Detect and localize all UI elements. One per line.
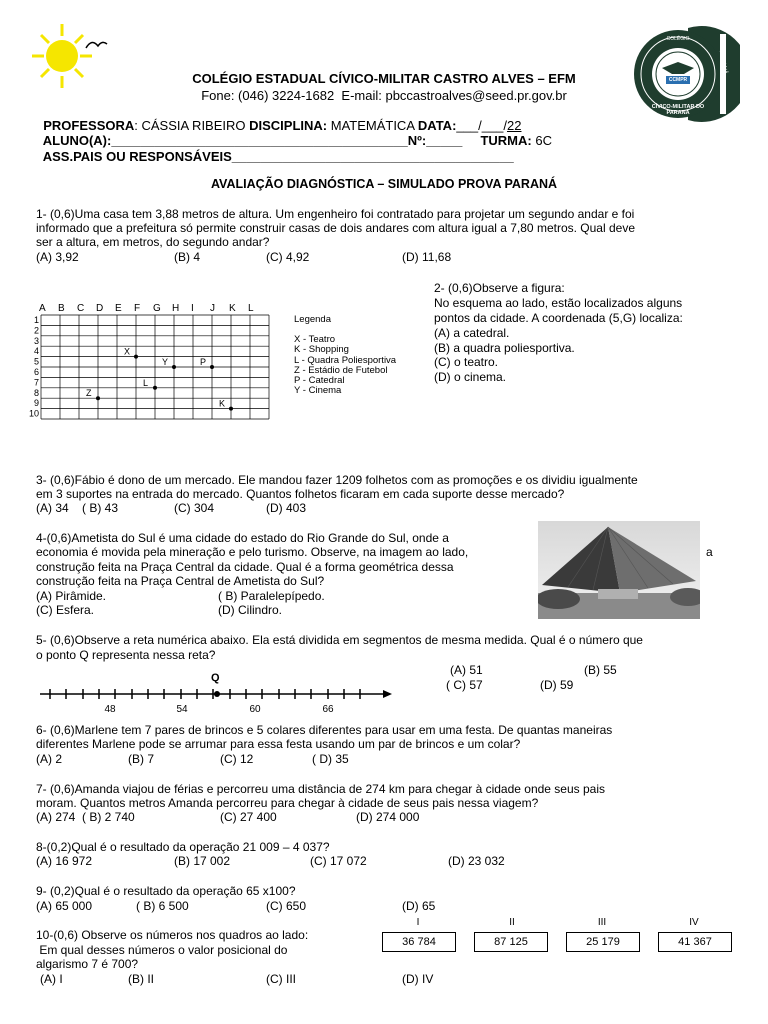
number-line xyxy=(40,670,400,720)
grid-legend xyxy=(294,315,396,396)
question-text: 10-(0,6) Observe os números nos quadros ao lado: xyxy=(36,928,309,942)
number-box-iii: 25 179 xyxy=(566,932,640,952)
option-a[interactable]: (A) 3,92 xyxy=(36,250,79,264)
grid-point-label: P xyxy=(200,357,207,367)
option-b[interactable]: (B) a quadra poliesportiva. xyxy=(434,341,575,355)
class-label: TURMA: xyxy=(480,133,532,148)
parents-signature-field[interactable]: _______________________________________ xyxy=(231,149,514,164)
question-text: 2- (0,6)Observe a figura: xyxy=(434,281,565,295)
option-c[interactable]: (C) 650 xyxy=(266,899,307,913)
point-q-label: Q xyxy=(211,672,220,684)
option-a[interactable]: (A) 51 xyxy=(450,663,483,677)
question-text: moram. Quantos metros Amanda percorreu para chegar à cidade de seus pais nessa viagem? xyxy=(36,796,539,810)
date-label: DATA: xyxy=(417,118,457,133)
option-c[interactable]: (C) 304 xyxy=(174,501,215,515)
school-contact: Fone: (046) 3224-1682 E-mail: pbccastroalves@seed.pr.gov.br xyxy=(201,88,567,103)
number-box-ii: 87 125 xyxy=(474,932,548,952)
option-c[interactable]: (C) III xyxy=(266,972,296,986)
option-d[interactable]: ( D) 35 xyxy=(312,752,349,766)
question-text: No esquema ao lado, estão localizados alguns xyxy=(434,296,683,310)
seal-badge-text: CCMPR xyxy=(668,77,688,83)
box-label-ii: II xyxy=(509,917,515,928)
option-b[interactable]: (B) II xyxy=(128,972,154,986)
box-label-iv: IV xyxy=(689,917,699,928)
question-text: construção feita na Praça Central da cidade. Qual é a forma geométrica dessa xyxy=(36,560,454,574)
number-label: Nº: xyxy=(407,133,427,148)
option-a[interactable]: (A) Pirâmide. xyxy=(36,589,107,603)
grid-column-label: G xyxy=(153,303,161,314)
question-text: algarismo 7 é 700? xyxy=(36,957,139,971)
grid-point xyxy=(134,355,138,359)
grid-row-label: 5 xyxy=(33,356,39,367)
option-a[interactable]: (A) 274 xyxy=(36,810,76,824)
tick-label: 48 xyxy=(104,704,116,715)
student-name-field[interactable]: _________________________________________ xyxy=(111,133,408,148)
question-text: ser a altura, em metros, do segundo andar? xyxy=(36,235,270,249)
legend-item: L - Quadra Poliesportiva xyxy=(294,354,397,366)
grid-row-label: 8 xyxy=(33,387,39,398)
grid-row-label: 2 xyxy=(33,325,39,336)
grid-point xyxy=(96,396,100,400)
box-label-iii: III xyxy=(597,917,607,928)
tick-label: 60 xyxy=(249,704,261,715)
option-b[interactable]: (B) 55 xyxy=(584,663,617,677)
grid-column-label: C xyxy=(77,303,85,314)
pyramid-photo xyxy=(538,521,700,619)
tick-label: 66 xyxy=(322,704,334,715)
option-a[interactable]: (A) 16 972 xyxy=(36,854,93,868)
exam-title: AVALIAÇÃO DIAGNÓSTICA – SIMULADO PROVA PARANÁ xyxy=(210,177,558,191)
question-text: economia é movida pela mineração e pelo turismo. Observe, na imagem ao lado, xyxy=(36,545,469,559)
option-d[interactable]: (D) 59 xyxy=(540,678,574,692)
question-text: em 3 suportes na entrada do mercado. Quantos folhetos ficaram em cada suporte desse mercado? xyxy=(36,487,565,501)
option-a[interactable]: (A) I xyxy=(40,972,63,986)
legend-item: Z - Estádio de Futebol xyxy=(294,364,388,376)
date-value[interactable]: ___/___/ xyxy=(456,118,508,133)
option-b[interactable]: (B) 17 002 xyxy=(174,854,231,868)
option-c[interactable]: (C) Esfera. xyxy=(36,603,95,617)
grid-row-label: 1 xyxy=(33,315,39,325)
tick-label: 54 xyxy=(176,704,188,715)
question-text: 8-(0,2)Qual é o resultado da operação 21 009 – 4 037? xyxy=(36,840,330,854)
grid-row-label: 6 xyxy=(33,367,39,377)
box-label-i: I xyxy=(416,917,420,928)
teacher-value: : CÁSSIA RIBEIRO xyxy=(134,118,250,133)
legend-item: X - Teatro xyxy=(294,334,336,346)
question-text: 1- (0,6)Uma casa tem 3,88 metros de altura. Um engenheiro foi contratado para projetar um segundo andar e foi xyxy=(36,207,635,221)
student-label: ALUNO(A): xyxy=(42,133,112,148)
subject-label: DISCIPLINA: xyxy=(249,118,328,133)
option-b[interactable]: ( B) 6 500 xyxy=(136,899,189,913)
number-field[interactable]: _____ xyxy=(426,133,463,148)
grid-column-label: D xyxy=(96,303,104,314)
legend-item: Y - Cinema xyxy=(294,385,342,397)
grid-row-label: 10 xyxy=(28,408,39,419)
question-text: 5- (0,6)Observe a reta numérica abaixo. Ela está dividida em segmentos de mesma medida. Qual é o número que xyxy=(36,633,643,647)
option-c[interactable]: (C) 27 400 xyxy=(220,810,277,824)
legend-item: P - Catedral xyxy=(294,375,345,387)
grid-point-label: L xyxy=(143,377,149,388)
grid-point xyxy=(229,407,233,411)
number-box-iv: 41 367 xyxy=(658,932,732,952)
question-text: 7- (0,6)Amanda viajou de férias e percorreu uma distância de 274 km para chegar à cidade onde seus pais xyxy=(36,782,605,796)
grid-column-label: B xyxy=(58,303,65,314)
option-a[interactable]: (A) 34 xyxy=(36,501,69,515)
question-text: diferentes Marlene pode se arrumar para essa festa usando um par de brincos e um colar? xyxy=(36,737,521,751)
grid-point xyxy=(210,365,214,369)
grid-column-label: F xyxy=(134,303,141,314)
number-box-i: 36 784 xyxy=(382,932,456,952)
seal-ring-text: CÍVICO-MILITAR DO PARANÁ xyxy=(651,104,705,116)
grid-point-label: Z xyxy=(86,388,92,399)
option-c[interactable]: (C) o teatro. xyxy=(434,355,499,369)
option-b[interactable]: ( B) 43 xyxy=(82,501,119,515)
date-year: 22 xyxy=(507,118,522,133)
option-d[interactable]: (D) 65 xyxy=(402,899,436,913)
question-text: Em qual desses números o valor posicional do xyxy=(36,943,288,957)
question-text: 9- (0,2)Qual é o resultado da operação 65 x100? xyxy=(36,884,296,898)
grid-column-label: L xyxy=(248,303,254,314)
option-a[interactable]: (A) 65 000 xyxy=(36,899,93,913)
option-d[interactable]: (D) Cilindro. xyxy=(218,603,283,617)
grid-column-label: J xyxy=(210,303,215,314)
seal-top-text: COLÉGIO xyxy=(666,36,690,42)
option-d[interactable]: (D) 403 xyxy=(266,501,307,515)
option-c[interactable]: (C) 17 072 xyxy=(310,854,367,868)
grid-row-label: 9 xyxy=(33,398,39,409)
parents-label: ASS.PAIS OU RESPONSÁVEIS xyxy=(42,149,232,164)
question-text: 3- (0,6)Fábio é dono de um mercado. Ele mandou fazer 1209 folhetos com as promoções e os dividiu igualmente xyxy=(36,473,638,487)
option-b[interactable]: (B) 7 xyxy=(128,752,155,766)
grid-column-label: I xyxy=(191,303,194,314)
question-text-trailing: a xyxy=(706,545,713,559)
grid-column-label: A xyxy=(39,303,46,314)
question-text: 6- (0,6)Marlene tem 7 pares de brincos e 5 colares diferentes para usar em uma festa. De quantas maneiras xyxy=(36,723,613,737)
grid-column-label: E xyxy=(115,303,122,314)
question-text: informado que a prefeitura só permite construir casas de dois andares com altura igual a 7,80 metros. Qual deve xyxy=(36,221,635,235)
grid-point xyxy=(153,386,157,390)
legend-item: K - Shopping xyxy=(294,344,349,356)
teacher-label: PROFESSORA xyxy=(43,118,135,133)
option-b[interactable]: ( B) Paralelepípedo. xyxy=(218,589,325,603)
option-a[interactable]: (A) a catedral. xyxy=(434,326,510,340)
option-d[interactable]: (D) IV xyxy=(402,972,434,986)
school-name: COLÉGIO ESTADUAL CÍVICO-MILITAR CASTRO ALVES – EFM xyxy=(192,71,576,86)
option-d[interactable]: (D) 11,68 xyxy=(402,250,452,264)
grid-point-label: K xyxy=(219,398,226,409)
question-text: o ponto Q representa nessa reta? xyxy=(36,648,216,662)
question-text: pontos da cidade. A coordenada (5,G) localiza: xyxy=(434,311,683,325)
option-c[interactable]: (C) 12 xyxy=(220,752,254,766)
city-grid-figure xyxy=(24,294,284,428)
option-c[interactable]: ( C) 57 xyxy=(446,678,483,692)
option-d[interactable]: (D) 23 032 xyxy=(448,854,505,868)
option-c[interactable]: (C) 4,92 xyxy=(266,250,310,264)
parents-row xyxy=(36,136,514,164)
subject-value: MATEMÁTICA xyxy=(327,118,418,133)
option-b[interactable]: (B) 4 xyxy=(174,250,201,264)
grid-column-label: H xyxy=(172,303,180,314)
option-d[interactable]: (D) 274 000 xyxy=(356,810,420,824)
legend-title: Legenda xyxy=(294,314,331,325)
grid-point xyxy=(172,365,176,369)
question-text: construção feita na Praça Central de Ametista do Sul? xyxy=(36,574,325,588)
seal-side-text: PARANÁ xyxy=(717,49,728,75)
grid-row-label: 3 xyxy=(33,335,39,346)
class-value: 6C xyxy=(531,133,552,148)
option-b[interactable]: ( B) 2 740 xyxy=(82,810,135,824)
grid-row-label: 7 xyxy=(33,377,39,388)
question-text: 4-(0,6)Ametista do Sul é uma cidade do estado do Rio Grande do Sul, onde a xyxy=(36,531,449,545)
option-a[interactable]: (A) 2 xyxy=(36,752,63,766)
grid-column-label: K xyxy=(229,303,236,314)
option-d[interactable]: (D) o cinema. xyxy=(434,370,507,384)
grid-point-label: X xyxy=(124,346,131,357)
grid-row-label: 4 xyxy=(33,346,39,357)
grid-point-label: Y xyxy=(162,357,169,367)
